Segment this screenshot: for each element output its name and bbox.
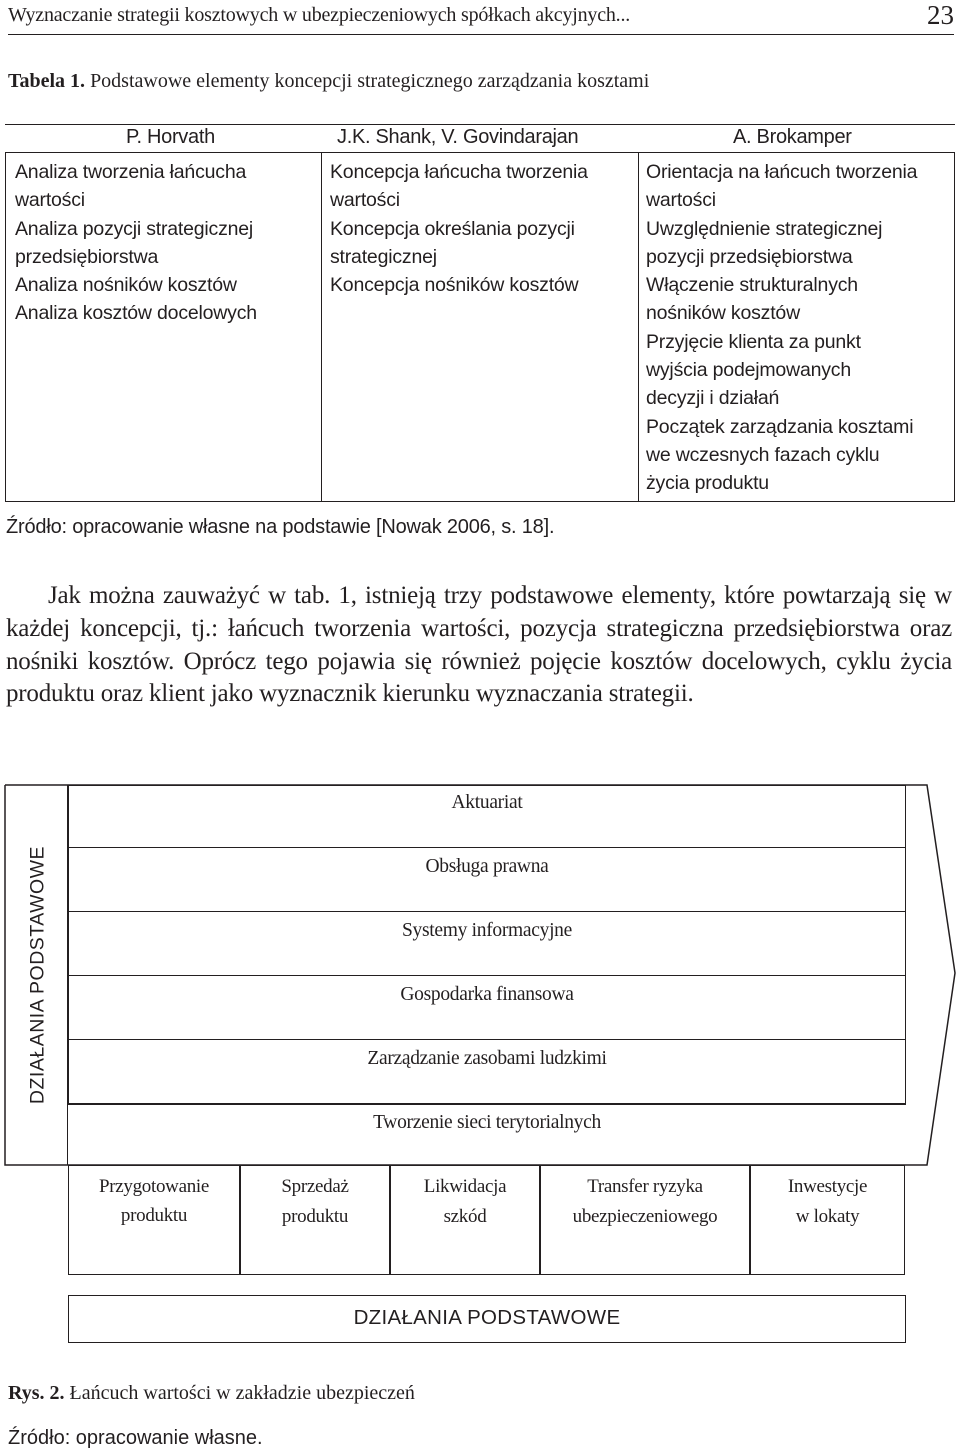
primary-activity-claims	[391, 1172, 539, 1232]
support-activity-divider	[68, 1103, 906, 1104]
primary-activity-line: Inwestycje	[787, 1176, 868, 1197]
figure-caption-label: Rys. 2.	[8, 1382, 65, 1404]
table-cell-line: strategicznej	[330, 245, 437, 268]
table-cell-line: Analiza tworzenia łańcucha	[15, 161, 247, 183]
table-bottom-rule	[5, 501, 955, 502]
table-source: Źródło: opracowanie własne na podstawie [Nowak 2006, s. 18].	[6, 516, 555, 538]
support-activity-finance: Gospodarka finansowa	[400, 984, 574, 1005]
table-cell-line: Analiza kosztów docelowych	[15, 302, 257, 325]
primary-activity-box	[68, 1165, 240, 1275]
strategy-table	[5, 124, 955, 502]
table-cell-line: Analiza nośników kosztów	[15, 274, 237, 297]
primary-activity-box	[390, 1165, 540, 1275]
primary-activity-line: ubezpieczeniowego	[572, 1206, 718, 1227]
table-caption-label: Tabela 1.	[8, 70, 86, 92]
table-cell-line: wartości	[330, 189, 400, 212]
support-activity-divider	[68, 911, 906, 912]
table-cell-line: przedsiębiorstwa	[15, 245, 159, 268]
support-activity-divider	[68, 1039, 906, 1040]
table-cell-line: Przyjęcie klienta za punkt	[646, 330, 861, 353]
primary-activity-investments	[751, 1172, 904, 1232]
column-body-shank	[330, 158, 588, 299]
support-activity-divider	[68, 847, 906, 848]
table-cell-line: we wczesnych fazach cyklu	[646, 443, 880, 466]
support-activity-legal: Obsługa prawna	[425, 856, 549, 877]
column-header-brokamper: A. Brokamper	[733, 126, 852, 148]
support-activity-hr: Zarządzanie zasobami ludzkimi	[367, 1048, 607, 1069]
primary-activity-sales	[241, 1172, 389, 1232]
primary-activity-line: Sprzedaż	[281, 1176, 349, 1197]
support-activity-it: Systemy informacyjne	[401, 920, 572, 941]
table-header-rule	[5, 152, 955, 153]
table-cell-line: pozycji przedsiębiorstwa	[646, 245, 853, 268]
table-cell-line: Uwzględnienie strategicznej	[646, 217, 883, 240]
running-title: Wyznaczanie strategii kosztowych w ubezpieczeniowych spółkach akcyjnych...	[8, 4, 631, 26]
primary-activity-line: produktu	[120, 1205, 188, 1226]
table-cell-line: Orientacja na łańcuch tworzenia	[646, 161, 918, 183]
table-cell-line: wartości	[15, 189, 85, 212]
table-left-border	[5, 152, 6, 502]
primary-activity-line: szkód	[443, 1206, 487, 1227]
table-cell-line: Koncepcja łańcucha tworzenia	[330, 161, 588, 183]
support-activity-network: Tworzenie sieci terytorialnych	[373, 1112, 601, 1133]
table-caption	[8, 70, 649, 93]
column-body-brokamper	[646, 158, 917, 498]
table-top-rule	[5, 124, 955, 125]
table-cell-line: Koncepcja określania pozycji	[330, 217, 575, 240]
running-head	[8, 0, 954, 35]
column-header-shank: J.K. Shank, V. Govindarajan	[337, 126, 579, 148]
primary-activity-line: Transfer ryzyka	[587, 1176, 703, 1197]
table-cell-line: decyzji i działań	[646, 387, 780, 410]
table-cell-line: Analiza pozycji strategicznej	[15, 217, 254, 240]
primary-activity-line: Przygotowanie	[98, 1176, 210, 1197]
table-cell-line: Włączenie strukturalnych	[646, 274, 858, 297]
table-cell-line: wyjścia podejmowanych	[646, 359, 851, 382]
bottom-label-text: DZIAŁANIA PODSTAWOWE	[353, 1306, 621, 1329]
support-activity-actuarial: Aktuariat	[451, 792, 523, 813]
table-cell-line: Początek zarządzania kosztami	[646, 415, 914, 438]
paragraph-text: Jak można zauważyć w tab. 1, istnieją trzy podstawowe elementy, które powtarzają się w każdej koncepcji, tj.: łańcuch tworzenia wartości, pozycja strategiczna przedsiębiorstwa oraz nośniki kosztów. Oprócz tego pojawia się również pojęcie kosztów docelowych, cyklu życia produktu oraz klient jako wyznacznik kierunku wyznaczania strategii.	[6, 582, 952, 708]
table-cell-line: nośników kosztów	[646, 302, 800, 325]
figure-caption-text: Łańcuch wartości w zakładzie ubezpieczeń	[64, 1382, 415, 1404]
primary-activity-line: w lokaty	[795, 1206, 860, 1227]
support-activity-divider	[68, 975, 906, 976]
table-col-divider-2	[638, 152, 639, 502]
primary-activity-box	[240, 1165, 390, 1275]
column-header-horvath: P. Horvath	[126, 126, 215, 148]
primary-activity-box	[540, 1165, 750, 1275]
value-chain-diagram	[0, 770, 960, 1350]
primary-activity-box	[750, 1165, 905, 1275]
body-paragraph	[6, 580, 952, 711]
table-cell-line: Koncepcja nośników kosztów	[330, 274, 579, 297]
column-body-horvath	[15, 158, 257, 328]
table-cell-line: życia produktu	[646, 472, 769, 495]
table-caption-text: Podstawowe elementy koncepcji strategicznego zarządzania kosztami	[85, 70, 650, 92]
bottom-label-box	[68, 1295, 906, 1343]
side-label-text: DZIAŁANIA PODSTAWOWE	[26, 845, 49, 1105]
primary-activity-line: produktu	[281, 1206, 349, 1227]
table-cell-line: wartości	[646, 189, 716, 212]
primary-activity-line: Likwidacja	[423, 1176, 507, 1197]
figure-source: Źródło: opracowanie własne.	[8, 1427, 263, 1449]
primary-activity-risk-transfer	[541, 1172, 749, 1232]
figure-caption	[8, 1382, 415, 1405]
primary-activity-product-prep	[69, 1172, 239, 1230]
table-col-divider-1	[321, 152, 322, 502]
page-number: 23	[927, 0, 954, 30]
table-right-border	[954, 152, 955, 502]
